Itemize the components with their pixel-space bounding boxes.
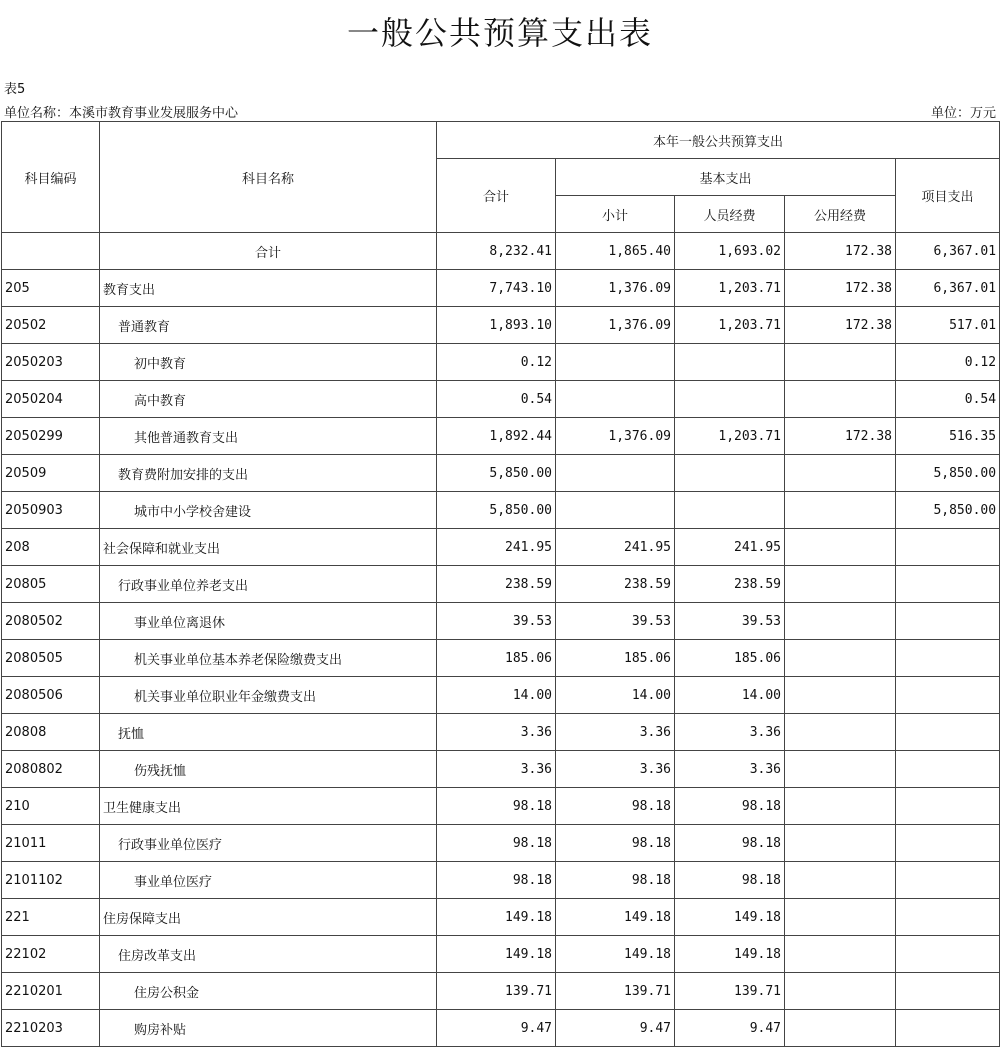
cell-name: 住房改革支出 (100, 936, 437, 973)
cell-project: 0.12 (896, 344, 1000, 381)
cell-subtotal: 241.95 (556, 529, 675, 566)
cell-personnel: 241.95 (675, 529, 785, 566)
cell-name: 伤残抚恤 (100, 751, 437, 788)
cell-total: 7,743.10 (437, 270, 556, 307)
cell-personnel: 149.18 (675, 899, 785, 936)
page-title: 一般公共预算支出表 (346, 14, 653, 52)
cell-code: 22102 (2, 936, 100, 973)
cell-name: 购房补贴 (100, 1010, 437, 1047)
cell-code: 221 (2, 899, 100, 936)
cell-project (896, 862, 1000, 899)
cell-personnel: 238.59 (675, 566, 785, 603)
cell-public (785, 973, 896, 1010)
cell-name: 其他普通教育支出 (100, 418, 437, 455)
cell-total: 1,893.10 (437, 307, 556, 344)
cell-public (785, 862, 896, 899)
cell-code: 2080802 (2, 751, 100, 788)
cell-personnel: 1,693.02 (675, 233, 785, 270)
cell-code: 2080506 (2, 677, 100, 714)
cell-code: 2080505 (2, 640, 100, 677)
cell-project (896, 788, 1000, 825)
cell-subtotal: 185.06 (556, 640, 675, 677)
cell-name: 城市中小学校舍建设 (100, 492, 437, 529)
cell-public (785, 714, 896, 751)
table-row (2, 825, 1000, 862)
cell-total: 238.59 (437, 566, 556, 603)
cell-personnel: 139.71 (675, 973, 785, 1010)
table-row (2, 307, 1000, 344)
table-row (2, 788, 1000, 825)
cell-project: 0.54 (896, 381, 1000, 418)
cell-personnel (675, 492, 785, 529)
cell-code: 20808 (2, 714, 100, 751)
cell-public (785, 492, 896, 529)
cell-subtotal: 14.00 (556, 677, 675, 714)
cell-project (896, 973, 1000, 1010)
cell-project (896, 640, 1000, 677)
cell-subtotal (556, 381, 675, 418)
cell-subtotal: 149.18 (556, 936, 675, 973)
cell-code: 21011 (2, 825, 100, 862)
cell-name: 教育支出 (100, 270, 437, 307)
cell-name: 普通教育 (100, 307, 437, 344)
cell-personnel: 98.18 (675, 788, 785, 825)
cell-subtotal: 1,376.09 (556, 307, 675, 344)
table-row (2, 270, 1000, 307)
cell-public (785, 899, 896, 936)
cell-project (896, 899, 1000, 936)
cell-public (785, 677, 896, 714)
cell-total: 8,232.41 (437, 233, 556, 270)
table-row (2, 344, 1000, 381)
cell-subtotal: 98.18 (556, 825, 675, 862)
cell-name: 事业单位医疗 (100, 862, 437, 899)
header-code: 科目编码 (2, 122, 100, 233)
cell-name: 行政事业单位养老支出 (100, 566, 437, 603)
cell-total: 1,892.44 (437, 418, 556, 455)
cell-public (785, 1010, 896, 1047)
table-row (2, 381, 1000, 418)
cell-public (785, 825, 896, 862)
cell-subtotal: 3.36 (556, 751, 675, 788)
cell-personnel: 149.18 (675, 936, 785, 973)
cell-personnel (675, 344, 785, 381)
cell-public (785, 603, 896, 640)
cell-personnel: 39.53 (675, 603, 785, 640)
cell-subtotal (556, 344, 675, 381)
header-group: 本年一般公共预算支出 (437, 122, 1000, 159)
cell-code (2, 233, 100, 270)
cell-total: 98.18 (437, 862, 556, 899)
cell-public (785, 455, 896, 492)
cell-name: 机关事业单位基本养老保险缴费支出 (100, 640, 437, 677)
cell-project (896, 714, 1000, 751)
cell-code: 2101102 (2, 862, 100, 899)
header-personnel: 人员经费 (675, 196, 785, 233)
cell-subtotal: 9.47 (556, 1010, 675, 1047)
cell-personnel: 98.18 (675, 825, 785, 862)
cell-code: 2050299 (2, 418, 100, 455)
table-row (2, 455, 1000, 492)
cell-project: 5,850.00 (896, 492, 1000, 529)
cell-code: 2210203 (2, 1010, 100, 1047)
header-public: 公用经费 (785, 196, 896, 233)
table-row (2, 418, 1000, 455)
table-number: 表5 (4, 82, 26, 97)
cell-project: 516.35 (896, 418, 1000, 455)
cell-public (785, 344, 896, 381)
cell-project (896, 566, 1000, 603)
cell-personnel: 9.47 (675, 1010, 785, 1047)
table-row (2, 492, 1000, 529)
cell-subtotal: 98.18 (556, 788, 675, 825)
cell-project (896, 936, 1000, 973)
cell-public (785, 529, 896, 566)
table-row (2, 640, 1000, 677)
cell-personnel: 3.36 (675, 714, 785, 751)
header-project: 项目支出 (896, 159, 1000, 233)
cell-name: 合计 (100, 233, 437, 270)
cell-public (785, 381, 896, 418)
cell-name: 住房保障支出 (100, 899, 437, 936)
table-row (2, 751, 1000, 788)
cell-code: 20805 (2, 566, 100, 603)
cell-total: 3.36 (437, 714, 556, 751)
cell-public: 172.38 (785, 307, 896, 344)
cell-total: 5,850.00 (437, 492, 556, 529)
cell-total: 185.06 (437, 640, 556, 677)
cell-code: 2050203 (2, 344, 100, 381)
cell-public (785, 640, 896, 677)
cell-code: 20509 (2, 455, 100, 492)
cell-public: 172.38 (785, 418, 896, 455)
cell-public (785, 566, 896, 603)
cell-public (785, 751, 896, 788)
cell-code: 208 (2, 529, 100, 566)
cell-project (896, 677, 1000, 714)
cell-personnel (675, 455, 785, 492)
cell-public (785, 788, 896, 825)
cell-project: 5,850.00 (896, 455, 1000, 492)
cell-code: 2210201 (2, 973, 100, 1010)
cell-personnel (675, 381, 785, 418)
cell-public: 172.38 (785, 270, 896, 307)
table-row (2, 714, 1000, 751)
table-row (2, 973, 1000, 1010)
cell-public (785, 936, 896, 973)
cell-project: 6,367.01 (896, 233, 1000, 270)
cell-code: 20502 (2, 307, 100, 344)
cell-total: 0.54 (437, 381, 556, 418)
table-row (2, 899, 1000, 936)
table-row (2, 1010, 1000, 1047)
cell-total: 39.53 (437, 603, 556, 640)
cell-name: 卫生健康支出 (100, 788, 437, 825)
cell-personnel: 185.06 (675, 640, 785, 677)
cell-personnel: 1,203.71 (675, 307, 785, 344)
cell-project (896, 529, 1000, 566)
cell-name: 住房公积金 (100, 973, 437, 1010)
header-basic: 基本支出 (556, 159, 896, 196)
cell-subtotal: 149.18 (556, 899, 675, 936)
cell-subtotal (556, 492, 675, 529)
table-row (2, 862, 1000, 899)
cell-total: 9.47 (437, 1010, 556, 1047)
cell-name: 抚恤 (100, 714, 437, 751)
cell-name: 高中教育 (100, 381, 437, 418)
cell-project (896, 603, 1000, 640)
cell-personnel: 1,203.71 (675, 270, 785, 307)
cell-code: 2050204 (2, 381, 100, 418)
cell-total: 3.36 (437, 751, 556, 788)
budget-table (1, 121, 1000, 1047)
table-row (2, 566, 1000, 603)
header-subtotal: 小计 (556, 196, 675, 233)
cell-subtotal: 98.18 (556, 862, 675, 899)
cell-project: 517.01 (896, 307, 1000, 344)
cell-total: 241.95 (437, 529, 556, 566)
cell-name: 行政事业单位医疗 (100, 825, 437, 862)
cell-total: 149.18 (437, 936, 556, 973)
cell-total: 0.12 (437, 344, 556, 381)
table-body (2, 233, 1000, 1047)
cell-total: 139.71 (437, 973, 556, 1010)
cell-project: 6,367.01 (896, 270, 1000, 307)
cell-subtotal: 1,865.40 (556, 233, 675, 270)
cell-name: 初中教育 (100, 344, 437, 381)
cell-total: 149.18 (437, 899, 556, 936)
table-row (2, 603, 1000, 640)
cell-subtotal (556, 455, 675, 492)
table-row (2, 677, 1000, 714)
cell-project (896, 751, 1000, 788)
unit-name: 单位名称：本溪市教育事业发展服务中心 (4, 106, 239, 121)
cell-name: 社会保障和就业支出 (100, 529, 437, 566)
cell-subtotal: 1,376.09 (556, 270, 675, 307)
cell-code: 2050903 (2, 492, 100, 529)
cell-total: 98.18 (437, 788, 556, 825)
cell-subtotal: 139.71 (556, 973, 675, 1010)
cell-personnel: 98.18 (675, 862, 785, 899)
cell-personnel: 3.36 (675, 751, 785, 788)
table-row (2, 936, 1000, 973)
cell-subtotal: 238.59 (556, 566, 675, 603)
cell-project (896, 1010, 1000, 1047)
cell-name: 事业单位离退休 (100, 603, 437, 640)
table-row (2, 233, 1000, 270)
cell-subtotal: 3.36 (556, 714, 675, 751)
cell-public: 172.38 (785, 233, 896, 270)
cell-code: 210 (2, 788, 100, 825)
cell-total: 14.00 (437, 677, 556, 714)
cell-subtotal: 39.53 (556, 603, 675, 640)
cell-code: 205 (2, 270, 100, 307)
header-name: 科目名称 (100, 122, 437, 233)
cell-total: 5,850.00 (437, 455, 556, 492)
cell-personnel: 1,203.71 (675, 418, 785, 455)
cell-name: 教育费附加安排的支出 (100, 455, 437, 492)
header-total: 合计 (437, 159, 556, 233)
cell-project (896, 825, 1000, 862)
cell-name: 机关事业单位职业年金缴费支出 (100, 677, 437, 714)
cell-total: 98.18 (437, 825, 556, 862)
cell-personnel: 14.00 (675, 677, 785, 714)
unit-label: 单位：万元 (930, 106, 996, 121)
table-row (2, 529, 1000, 566)
cell-code: 2080502 (2, 603, 100, 640)
cell-subtotal: 1,376.09 (556, 418, 675, 455)
